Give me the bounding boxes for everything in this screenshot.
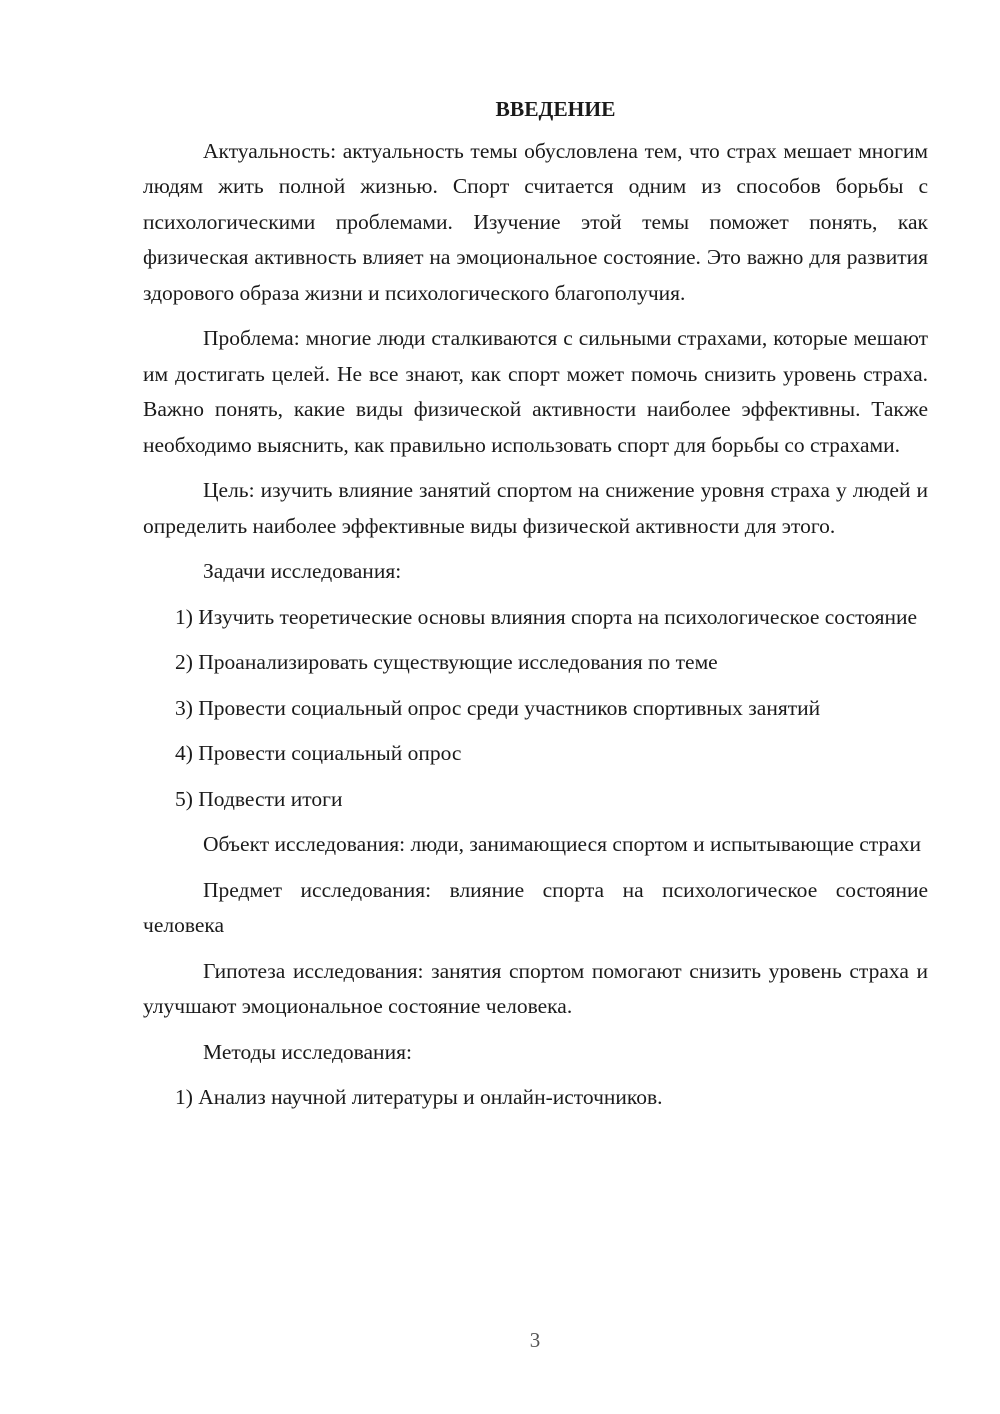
page-number: 3: [529, 1328, 541, 1352]
task-item: 2) Проанализировать существующие исследования по теме: [175, 650, 718, 674]
task-item: 1) Изучить теоретические основы влияния спорта на психологическое состояние: [175, 604, 918, 629]
hypothesis-paragraph: Гипотеза исследования: занятия спортом помогают снизить уровень страха и улучшают эмоциональное состояние человека.: [143, 958, 928, 1018]
document-page: [143, 92, 928, 1126]
method-item: 1) Анализ научной литературы и онлайн-источников.: [175, 1085, 663, 1109]
tasks-label: Задачи исследования:: [203, 559, 402, 583]
subject-paragraph: Предмет исследования: влияние спорта на психологическое состояние человека: [143, 877, 928, 937]
problem-paragraph: Проблема: многие люди сталкиваются с сильными страхами, которые мешают им достигать целей. Не все знают, как спорт может помочь снизить уровень страха. Важно понять, какие виды физической активности наиболее эффективны. Также необходимо выяснить, как правильно использовать спорт для борьбы со страхами.: [143, 326, 928, 457]
tasks-list: [143, 600, 928, 818]
object-paragraph: Объект исследования: люди, занимающиеся спортом и испытывающие страхи: [203, 832, 922, 856]
relevance-paragraph: Актуальность: актуальность темы обусловлена тем, что страх мешает многим людям жить полной жизнью. Спорт считается одним из способов борьбы с психологическими проблемами. Изучение этой темы поможет понять, как физическая активность влияет на эмоциональное состояние. Это важно для развития здорового образа жизни и психологического благополучия.: [143, 138, 928, 305]
methods-label: Методы исследования:: [203, 1039, 412, 1064]
page-title: ВВЕДЕНИЕ: [495, 97, 616, 121]
methods-list: [143, 1080, 928, 1116]
goal-paragraph: Цель: изучить влияние занятий спортом на снижение уровня страха у людей и определить наиболее эффективные виды физической активности для этого.: [143, 478, 928, 538]
task-item: 3) Провести социальный опрос среди участников спортивных занятий: [175, 695, 821, 720]
task-item: 4) Провести социальный опрос: [175, 741, 462, 765]
task-item: 5) Подвести итоги: [175, 786, 343, 811]
